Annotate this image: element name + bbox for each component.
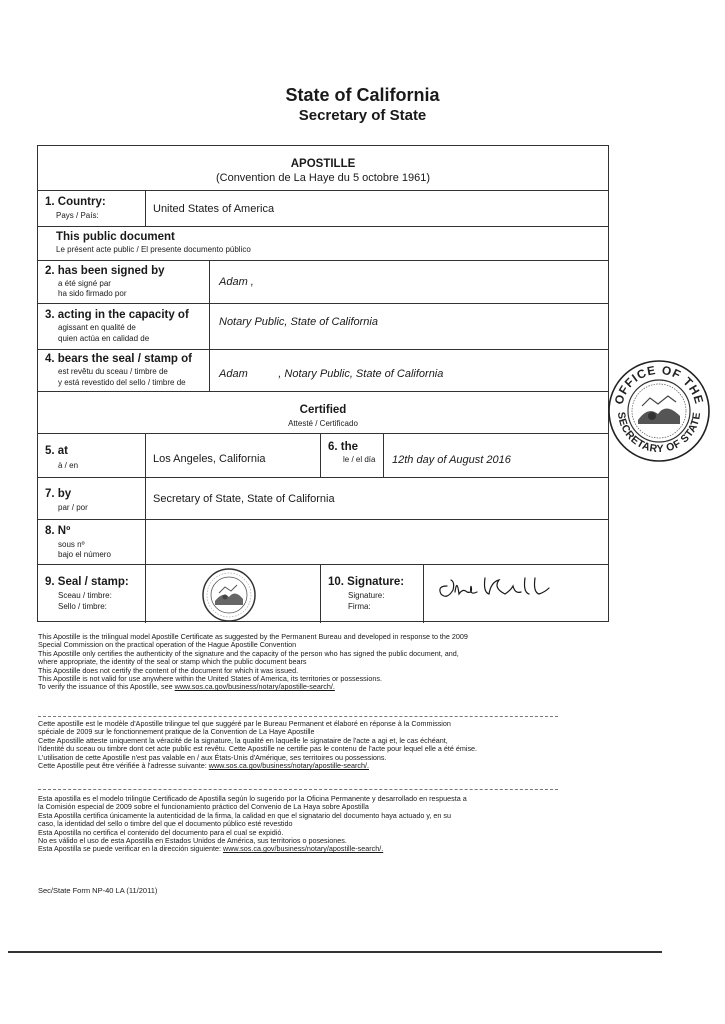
note-en-line: This Apostille only certifies the authenticity of the signature and the capacity of the person who has signed the public document, and, [38, 648, 459, 658]
the-value: 12th day of August 2016 [392, 454, 511, 466]
note-es-line: Esta Apostilla no certifica el contenido del documento para el cual se expidió. [38, 827, 284, 837]
certified-label: Certified [299, 404, 347, 416]
divider [38, 716, 558, 717]
apostille-search-link-es[interactable]: www.sos.ca.gov/business/notary/apostille-search/. [223, 844, 384, 854]
country-value: United States of America [153, 203, 275, 215]
at-value: Los Angeles, California [153, 453, 266, 465]
by-value: Secretary of State, State of California [153, 493, 335, 505]
apostille-search-link-fr[interactable]: www.sos.ca.gov/business/notary/apostille-search/. [208, 761, 369, 771]
note-es-line: la Comisión especial de 2009 sobre el funcionamiento práctico del Convenio de La Haya sobre Apostilla [38, 802, 369, 812]
apostille-convention: (Convention de La Haye du 5 octobre 1961) [215, 172, 431, 184]
note-en-line: where appropriate, the identity of the seal or stamp which the public document bears [38, 657, 307, 667]
number-sub2: bajo el número [58, 550, 111, 559]
note-en-line: This Apostille does not certify the content of the document for which it was issued. [38, 665, 299, 675]
office-seal-top-text: OFFICE OF THE [611, 362, 707, 407]
signature-sub1: Signature: [348, 591, 385, 600]
note-fr-line: Cette Apostille atteste uniquement la véracité de la signature, la qualité en laquelle le signataire de l'acte a agi et, le cas échéant, [38, 735, 448, 745]
note-en-line: This Apostille is the trilingual model Apostille Certificate as suggested by the Permanent Bureau and developed in response to the 2009 [38, 632, 468, 641]
form-number: Sec/State Form NP-40 LA (11/2011) [38, 886, 158, 895]
note-fr-line: Cette apostille est le modèle d'Apostille trilingue tel que suggéré par le Bureau Permanent et élaboré en réponse à la Commission [38, 719, 451, 728]
apostille-form [37, 145, 609, 622]
at-sub: à / en [58, 461, 79, 470]
note-es-line: Esta apostilla es el modelo trilingüe Certificado de Apostilla según lo sugerido por la Oficina Permanente y desarrollado en respuesta a [38, 794, 467, 803]
at-label: 5. at [45, 445, 69, 457]
apostille-search-link-en[interactable]: www.sos.ca.gov/business/notary/apostille-search/. [174, 682, 335, 692]
notes-english [38, 633, 558, 692]
certified-sub: Attesté / Certificado [288, 419, 358, 428]
page-title: State of California [285, 85, 440, 105]
public-doc-label: This public document [56, 231, 175, 243]
signed-by-sub2: ha sido firmado por [58, 289, 127, 298]
by-label: 7. by [45, 488, 72, 500]
seal-of-label: 4. bears the seal / stamp of [45, 353, 193, 365]
note-en-verify: To verify the issuance of this Apostille, see www.sos.ca.gov/business/notary/apostille-search/. [38, 682, 335, 692]
note-es-verify: Esta Apostilla se puede verificar en la dirección siguiente: www.sos.ca.gov/business/notary/apostille-search/. [38, 844, 384, 854]
notes-french [38, 720, 558, 770]
signed-by-label: 2. has been signed by [45, 265, 165, 277]
seal-sub2: Sello / timbre: [58, 602, 107, 611]
page-subtitle: Secretary of State [298, 107, 427, 124]
note-fr-verify: Cette Apostille peut être vérifiée à l'adresse suivante: www.sos.ca.gov/business/notary/apostille-search/. [38, 761, 369, 771]
signed-by-sub1: a été signé par [58, 279, 111, 288]
note-es-line: caso, la identidad del sello o timbre del que el documento público esté revestido [38, 819, 293, 829]
divider [38, 789, 558, 790]
svg-text:OFFICE OF THE [612, 363, 707, 406]
seal-of-sub2: y está revestido del sello / timbre de [58, 378, 186, 387]
country-sub: Pays / País: [56, 211, 99, 220]
the-sub: le / el día [343, 455, 376, 464]
signature-scribble [433, 568, 563, 604]
note-en-line: This Apostille is not valid for use anywhere within the United States of America, its territories or possessions. [38, 674, 382, 684]
seal-sub1: Sceau / timbre: [58, 591, 112, 600]
office-seal-icon [606, 358, 712, 464]
public-doc-sub: Le présent acte public / El presente documento público [56, 245, 251, 254]
signature-label: 10. Signature: [328, 576, 405, 588]
state-seal-icon [201, 567, 257, 623]
capacity-sub2: quien actúa en calidad de [58, 334, 150, 343]
number-label: 8. Nº [45, 525, 71, 537]
note-fr-line: spéciale de 2009 sur le fonctionnement pratique de la Convention de La Haye Apostille [38, 727, 315, 737]
apostille-title: APOSTILLE [290, 158, 356, 170]
country-label: 1. Country: [45, 196, 106, 208]
signature-sub2: Firma: [348, 602, 371, 611]
bottom-rule [8, 951, 662, 953]
seal-of-sub1: est revêtu du sceau / timbre de [58, 367, 168, 376]
seal-label: 9. Seal / stamp: [45, 576, 129, 588]
notes-spanish [38, 795, 558, 854]
capacity-label: 3. acting in the capacity of [45, 309, 189, 321]
signed-by-value: Adam , [219, 276, 254, 288]
note-fr-line: l'identité du sceau ou timbre dont cet acte public est revêtu. Cette Apostille ne certifie pas le contenu de l'acte pour lequel elle a été émise. [38, 744, 478, 754]
number-sub1: sous nº [58, 540, 85, 549]
capacity-value: Notary Public, State of California [219, 316, 378, 328]
note-es-line: Esta Apostilla certifica únicamente la autenticidad de la firma, la calidad en que el signatario del documento haya actuado y, en su [38, 810, 451, 820]
seal-of-value: Adam , Notary Public, State of California [219, 368, 444, 380]
office-seal-bottom-text: SECRETARY OF STATE [614, 411, 704, 456]
note-en-line: Special Commission on the practical operation of the Hague Apostille Convention [38, 640, 297, 650]
capacity-sub1: agissant en qualité de [58, 323, 136, 332]
note-es-line: No es válido el uso de esta Apostilla en Estados Unidos de América, sus territorios o posesiones. [38, 836, 347, 846]
note-fr-line: L'utilisation de cette Apostille n'est pas valable en / aux États-Unis d'Amérique, ses territoires ou possessions. [38, 752, 387, 762]
by-sub: par / por [58, 503, 88, 512]
the-label: 6. the [328, 441, 359, 453]
